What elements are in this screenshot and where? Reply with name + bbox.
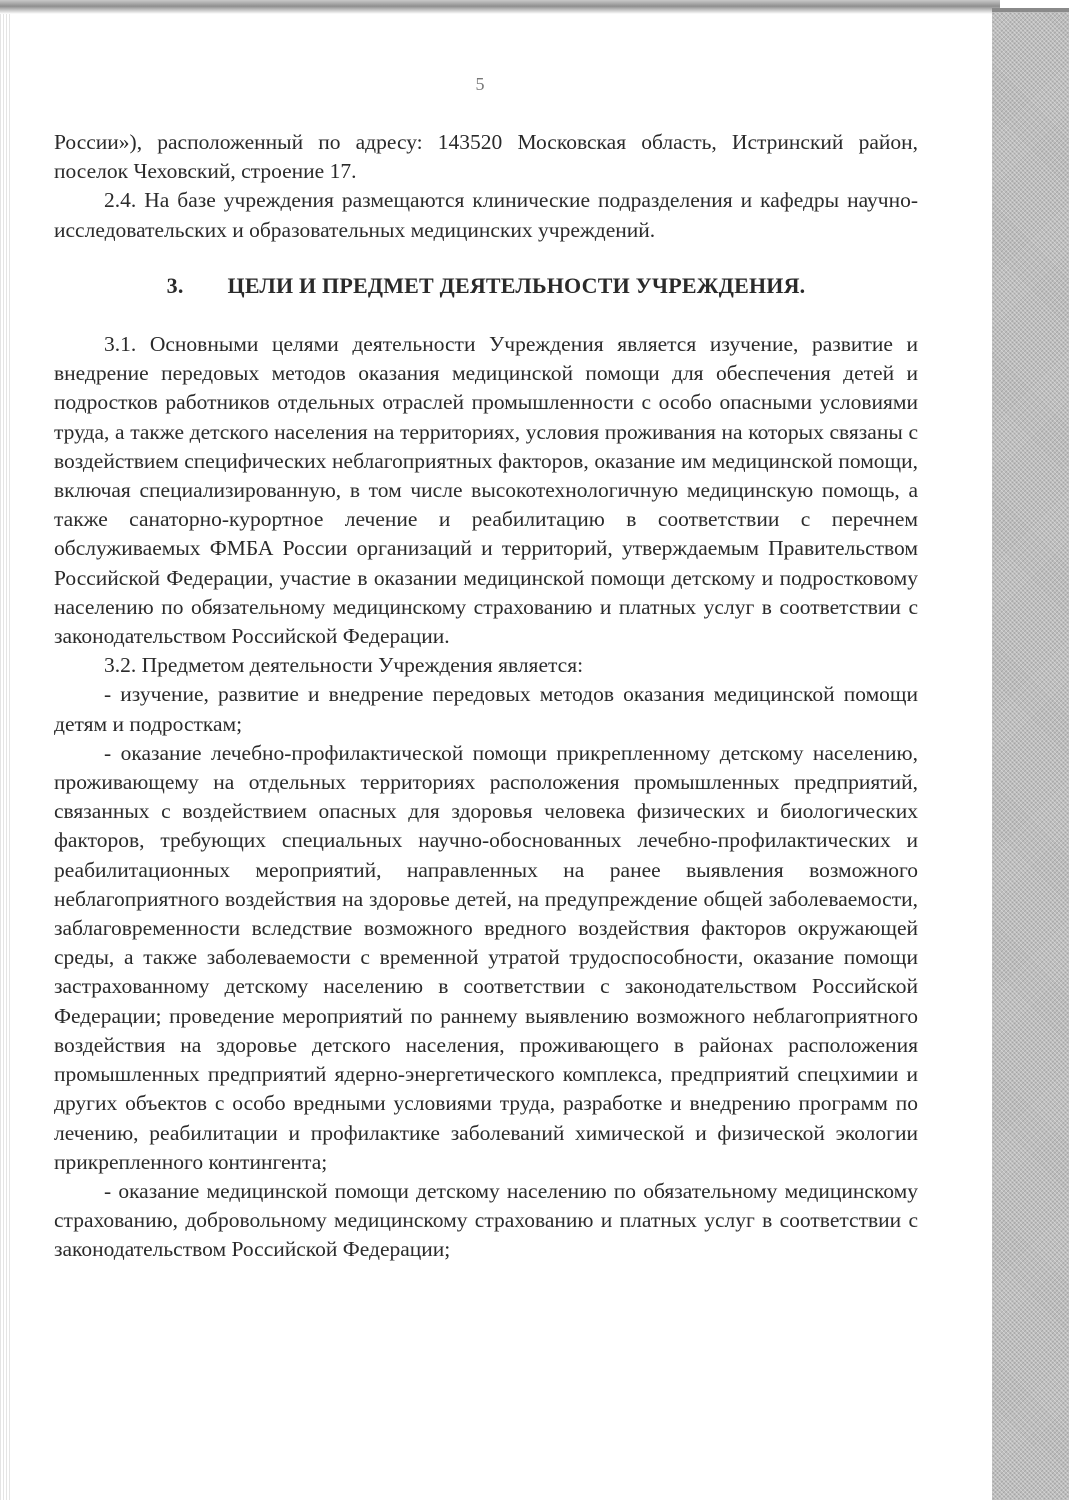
scan-left-edge: [0, 0, 12, 1500]
list-item: - оказание лечебно-профилактической помощи прикрепленному детскому населению, проживающему на отдельных территориях расположения промышленных предприятий, связанных с воздействием опасных для здоровья человека физических и биологических факторов, требующих специальных научно-обоснованных лечебно-профилактических и реабилитационных мероприятий, направленных на ранее выявления возможного неблагоприятного воздействия на здоровье детей, на предупреждение общей заболеваемости, заблаговременности вследствие возможного вредного воздействия факторов окружающей среды, а также заболеваемости с временной утратой трудоспособности, оказание помощи застрахованному детскому населению в соответствии с законодательством Российской Федерации; проведение мероприятий по раннему выявлению возможного неблагоприятного воздействия на здоровье детского населения, проживающего в районах расположения промышленных предприятий ядерно-энергетического комплекса, предприятий спецхимии и других объектов с особо вредными условиями труда, разработке и внедрению программ по лечению, реабилитации и профилактике заболеваний химической и физической экологии прикрепленного контингента;: [54, 740, 918, 1174]
scan-right-margin: [992, 12, 1069, 1500]
document-body: [54, 128, 918, 1265]
scan-top-edge: [0, 0, 1000, 14]
section-heading: [54, 271, 918, 300]
page-number: 5: [475, 74, 485, 94]
paragraph-3-1: 3.1. Основными целями деятельности Учреждения является изучение, развитие и внедрение передовых методов оказания медицинской помощи для обеспечения детей и подростков работников отдельных отраслей промышленности с особо опасными условиями труда, а также детского населения на территориях, условия проживания на которых связаны с воздействием специфических неблагоприятных факторов, оказание им медицинской помощи, включая специализированную, в том числе высокотехнологичную медицинскую помощь, а также санаторно-курортное лечение и реабилитацию в соответствии с перечнем обслуживаемых ФМБА России организаций и территорий, утверждаемым Правительством Российской Федерации, участие в оказании медицинской помощи детскому и подростковому населению по обязательному медицинскому страхованию и платных услуг в соответствии с законодательством Российской Федерации.: [54, 332, 918, 649]
address-continuation: России»), расположенный по адресу: 143520 Московская область, Истринский район, поселок Чеховский, строение 17.: [54, 130, 918, 184]
paragraph-3-2: 3.2. Предметом деятельности Учреждения является:: [104, 653, 584, 678]
list-item: - изучение, развитие и внедрение передовых методов оказания медицинской помощи детям и подросткам;: [54, 682, 918, 736]
section-title: ЦЕЛИ И ПРЕДМЕТ ДЕЯТЕЛЬНОСТИ УЧРЕЖДЕНИЯ.: [227, 272, 806, 298]
section-number: 3.: [166, 272, 184, 298]
list-item: - оказание медицинской помощи детскому населению по обязательному медицинскому страхованию, добровольному медицинскому страхованию и платных услуг в соответствии с законодательством Российской Федерации;: [54, 1178, 918, 1262]
paragraph-2-4: 2.4. На базе учреждения размещаются клинические подразделения и кафедры научно-исследовательских и образовательных медицинских учреждений.: [54, 188, 918, 242]
